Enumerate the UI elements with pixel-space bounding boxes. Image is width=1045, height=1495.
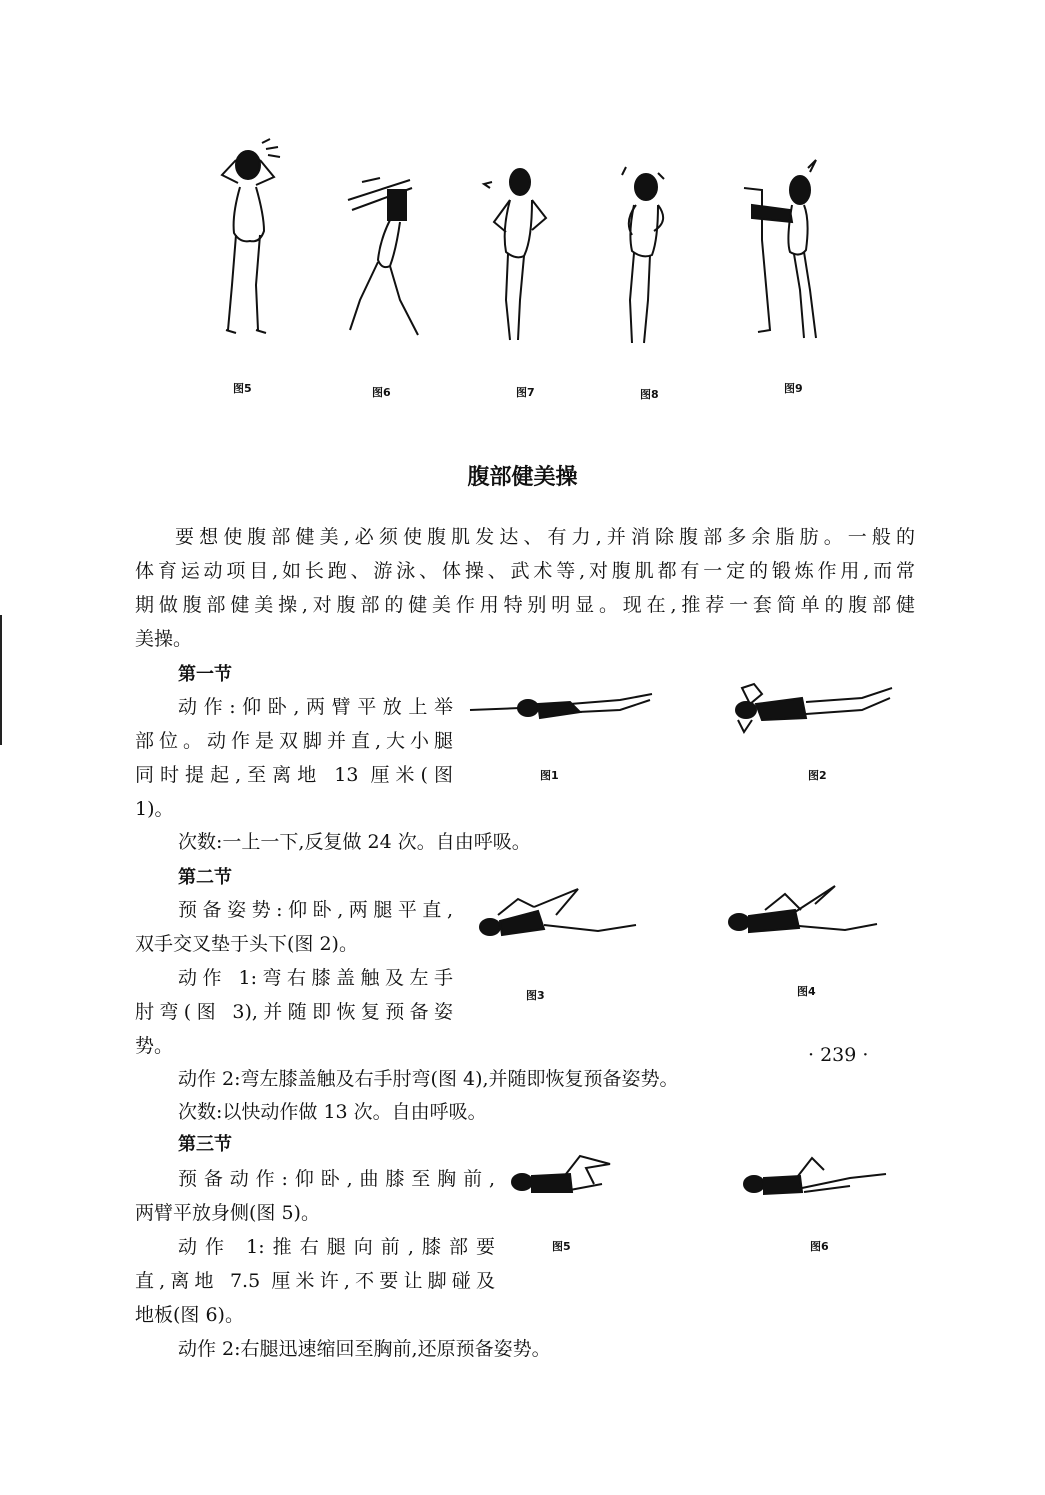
section-3-action-2 (178, 1332, 551, 1366)
intro-line: 要想使腹部健美,必须使腹肌发达、有力,并消除腹部多余脂肪。一般的 (175, 526, 915, 548)
text-line: 部位。动作是双脚并直,大小腿 (135, 730, 453, 752)
text-line: 次数:一上一下,反复做 24 次。自由呼吸。 (178, 831, 531, 853)
figure-5-standing (210, 135, 290, 345)
text-line: 动作 1:弯右膝盖触及左手 (178, 967, 453, 989)
page-edge-mark (0, 615, 2, 745)
section-1-count (178, 825, 531, 859)
figure-4-knee-to-elbow (725, 880, 885, 940)
top-figure-label-9: 图9 (784, 382, 803, 395)
intro-line: 期做腹部健美操,对腹部的健美作用特别明显。现在,推荐一套简单的腹部健 (135, 594, 915, 616)
text-line: 双手交叉垫于头下(图 2)。 (135, 933, 358, 955)
intro-line: 体育运动项目,如长跑、游泳、体操、武术等,对腹肌都有一定的锻炼作用,而常 (135, 560, 915, 582)
section-3-text (135, 1162, 495, 1332)
figure-label-5: 图5 (552, 1240, 571, 1253)
section-3-heading: 第三节 (178, 1134, 232, 1155)
figure-6-leg-push (740, 1148, 890, 1203)
figure-label-4: 图4 (797, 985, 816, 998)
intro-paragraph (135, 520, 915, 656)
figure-7-side-bend (480, 160, 560, 350)
text-line: 两臂平放身侧(图 5)。 (135, 1202, 320, 1224)
text-line: 预备动作:仰卧,曲膝至胸前, (178, 1168, 495, 1190)
text-line: 预备姿势:仰卧,两腿平直, (178, 899, 453, 921)
intro-line: 美操。 (135, 628, 193, 650)
section-2-text (135, 893, 453, 1063)
text-line: 1)。 (135, 798, 174, 820)
figure-5-knees-to-chest (510, 1148, 620, 1203)
figure-6-stretch (340, 170, 430, 350)
text-line: 次数:以快动作做 13 次。自由呼吸。 (178, 1101, 487, 1123)
text-line: 势。 (135, 1035, 174, 1057)
top-figure-label-5: 图5 (233, 382, 252, 395)
figure-label-6: 图6 (810, 1240, 829, 1253)
figure-2-lying-hands-head (732, 680, 902, 740)
text-line: 直,离地 7.5 厘米许,不要让脚碰及 (135, 1270, 495, 1292)
figure-label-1: 图1 (540, 769, 559, 782)
section-2-count (178, 1095, 487, 1129)
top-figure-label-7: 图7 (516, 386, 535, 399)
section-2-heading: 第二节 (178, 867, 232, 888)
top-figure-label-6: 图6 (372, 386, 391, 399)
section-1-heading: 第一节 (178, 664, 232, 685)
top-figure-label-8: 图8 (640, 388, 659, 401)
text-line: 肘弯(图 3),并随即恢复预备姿 (135, 1001, 453, 1023)
page-title: 腹部健美操 (467, 465, 578, 490)
text-line: 同时提起,至离地 13 厘米(图 (135, 764, 453, 786)
text-line: 动作:仰卧,两臂平放上举 (178, 696, 453, 718)
text-line: 地板(图 6)。 (135, 1304, 244, 1326)
section-1-text (135, 690, 453, 826)
figure-9-leg-raise (740, 160, 830, 350)
figure-8-twist (610, 165, 690, 350)
figure-1-lying (470, 690, 660, 730)
figure-label-3: 图3 (526, 989, 545, 1002)
page-number: · 239 · (808, 1044, 869, 1066)
text-line: 动作 2:右腿迅速缩回至胸前,还原预备姿势。 (178, 1338, 551, 1360)
section-2-action-2 (178, 1062, 679, 1096)
figure-3-knee-to-elbow (478, 885, 643, 950)
figure-label-2: 图2 (808, 769, 827, 782)
text-line: 动作 2:弯左膝盖触及右手肘弯(图 4),并随即恢复预备姿势。 (178, 1068, 679, 1090)
text-line: 动作 1:推右腿向前,膝部要 (178, 1236, 495, 1258)
